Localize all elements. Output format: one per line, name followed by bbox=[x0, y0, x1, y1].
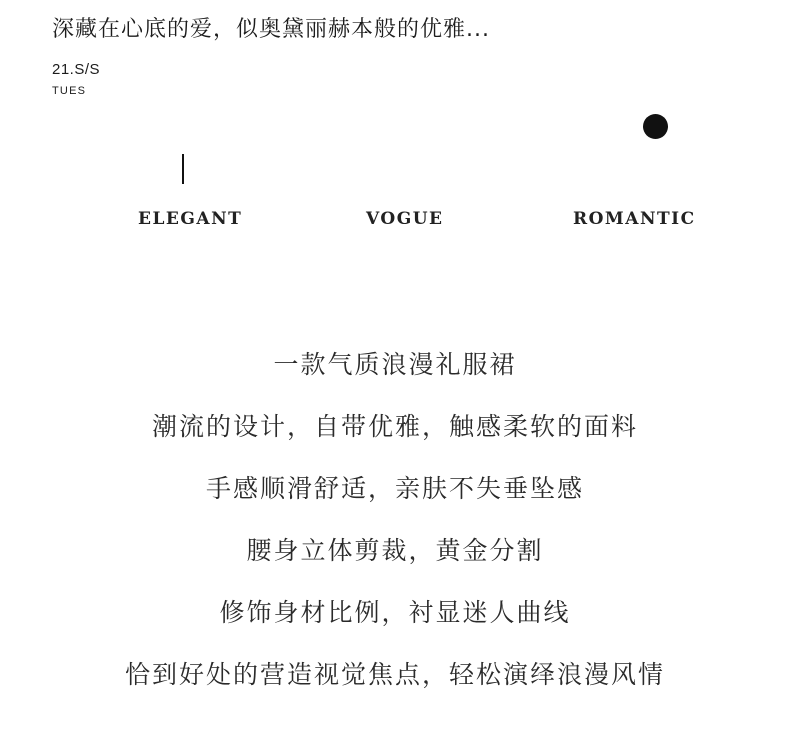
description-line: 恰到好处的营造视觉焦点，轻松演绎浪漫风情 bbox=[124, 660, 665, 689]
day-label: TUES bbox=[52, 85, 87, 97]
keyword-romantic: ROMANTIC bbox=[573, 209, 696, 229]
keyword-elegant: ELEGANT bbox=[138, 209, 243, 229]
description-line: 潮流的设计，自带优雅，触感柔软的面料 bbox=[151, 412, 638, 441]
description-line: 修饰身材比例，衬显迷人曲线 bbox=[219, 598, 571, 627]
season-label: 21.S/S bbox=[52, 61, 101, 78]
description-line: 腰身立体剪裁，黄金分割 bbox=[246, 536, 544, 565]
decorative-bar bbox=[182, 154, 184, 184]
description-list bbox=[0, 334, 790, 706]
tagline: 深藏在心底的爱，似奥黛丽赫本般的优雅... bbox=[52, 17, 490, 42]
description-line: 一款气质浪漫礼服裙 bbox=[273, 350, 517, 379]
decorative-dot bbox=[643, 114, 668, 139]
keyword-vogue: VOGUE bbox=[366, 209, 444, 229]
description-line: 手感顺滑舒适，亲肤不失垂坠感 bbox=[205, 474, 584, 503]
